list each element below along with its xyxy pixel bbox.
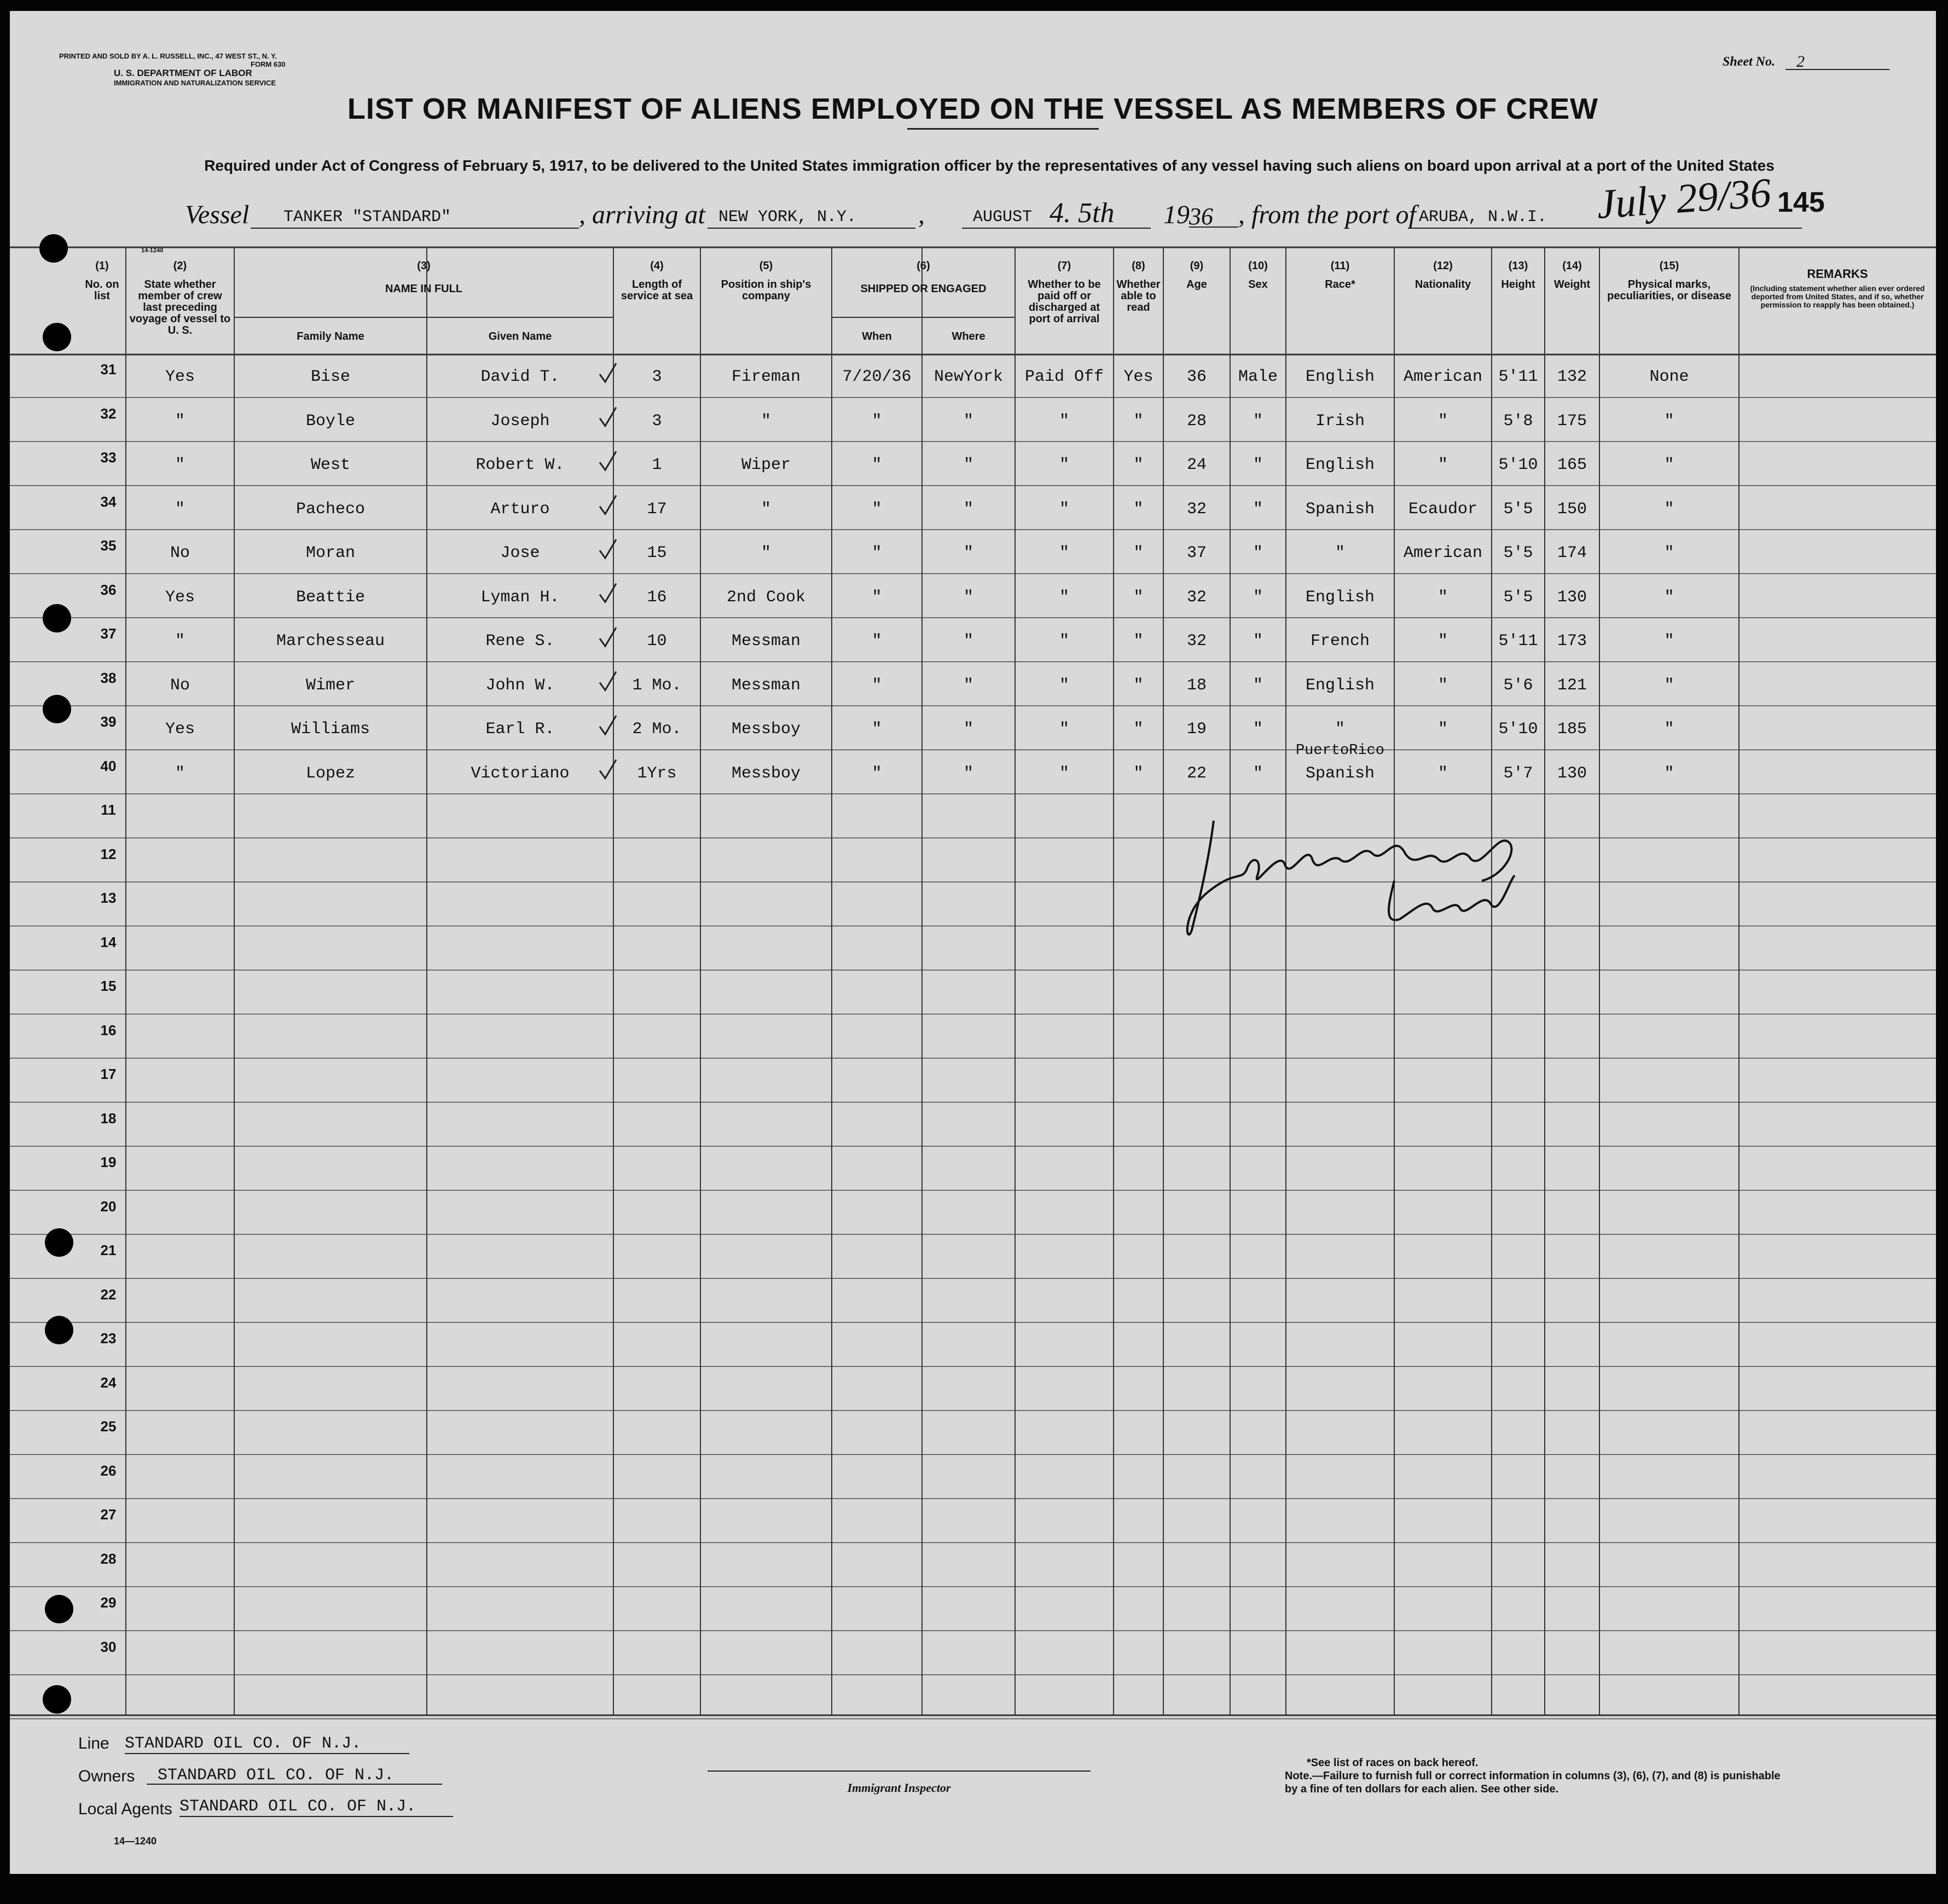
column-number: (7) [1057, 260, 1071, 272]
column-subheader: Family Name [297, 330, 364, 343]
cell-weight: 121 [1557, 676, 1587, 695]
cell-when: 7/20/36 [842, 368, 912, 386]
cell-read: Yes [1123, 368, 1153, 386]
cell-position: Fireman [731, 368, 801, 386]
column-header-16: REMARKS [1807, 267, 1868, 281]
column-header-14: Weight [1553, 278, 1591, 291]
cell-service: 17 [647, 500, 667, 519]
column-subheader: Where [952, 330, 985, 343]
cell-when: " [872, 500, 882, 519]
cell-read: " [1133, 500, 1144, 519]
cell-given: Jose [500, 544, 540, 562]
column-header-2: State whether member of crew last preceding voyage of vessel to U. S. [129, 278, 231, 336]
cell-service: 1 [652, 456, 662, 474]
remarks-instructions: (Including statement whether alien ever ordered deported from United States, and if so, whether permission to reapply has been obtained.) [1750, 284, 1925, 309]
cell-weight: 130 [1557, 588, 1587, 607]
cell-paid: " [1059, 411, 1069, 431]
row-number: 27 [100, 1506, 117, 1523]
row-number: 26 [100, 1462, 117, 1479]
column-header-4: Length of service at sea [621, 278, 693, 302]
column-header-10: Sex [1248, 278, 1268, 291]
binder-hole [45, 1316, 73, 1344]
row-number: 37 [100, 625, 117, 642]
cell-paid: " [1059, 720, 1069, 739]
row-number: 14 [100, 933, 117, 950]
binder-hole [43, 695, 71, 723]
cell-race: Irish [1315, 411, 1365, 431]
cell-family: Lopez [305, 764, 355, 783]
cell-family: Wimer [305, 676, 355, 695]
vessel-label: Vessel [185, 200, 250, 229]
row-number: 32 [100, 405, 117, 422]
row-number: 28 [100, 1550, 117, 1567]
cell-where: " [963, 720, 973, 739]
cell-height: 5'6 [1503, 676, 1533, 695]
column-header-5: Position in ship's company [721, 278, 811, 302]
cell-when: " [872, 676, 882, 695]
cell-nationality: " [1437, 764, 1448, 783]
owners-label: Owners [78, 1767, 135, 1785]
row-number: 12 [100, 845, 117, 862]
cell-given: Joseph [490, 411, 550, 431]
cell-race: English [1305, 456, 1375, 474]
local-agents-value: STANDARD OIL CO. OF N.J. [179, 1797, 453, 1817]
cell-marks: " [1664, 500, 1674, 519]
local-agents-label: Local Agents [78, 1800, 172, 1818]
inspector-label: Immigrant Inspector [847, 1781, 951, 1795]
cell-service: 15 [647, 544, 667, 562]
cell-marks: " [1664, 720, 1674, 739]
row-number: 39 [100, 713, 117, 730]
row-number: 15 [100, 978, 117, 994]
cell-paid: " [1059, 500, 1069, 519]
arrival-port: NEW YORK, N.Y. [708, 208, 915, 229]
column-number: (8) [1132, 260, 1145, 272]
cell-age: 32 [1186, 588, 1207, 607]
cell-height: 5'11 [1498, 368, 1538, 386]
cell-sex: " [1253, 720, 1263, 739]
cell-position: Wiper [741, 456, 791, 474]
cell-weight: 185 [1557, 720, 1587, 739]
cell-age: 32 [1186, 500, 1207, 519]
cell-sex: " [1253, 456, 1263, 474]
cell-given: Victoriano [471, 764, 570, 783]
cell-service: 10 [647, 632, 667, 651]
column-header-11: Race* [1325, 278, 1355, 291]
arrival-year: 36 [1189, 202, 1238, 228]
cell-nationality: " [1437, 411, 1448, 431]
cell-race: English [1305, 588, 1375, 607]
page-title: LIST OR MANIFEST OF ALIENS EMPLOYED ON THE VESSEL AS MEMBERS OF CREW [347, 92, 1599, 125]
column-number: (14) [1562, 260, 1582, 272]
row-number: 36 [100, 581, 117, 598]
cell-paid: " [1059, 456, 1069, 474]
column-number: (13) [1508, 260, 1528, 272]
cell-age: 37 [1186, 544, 1207, 562]
cell-when: " [872, 632, 882, 651]
cell-position: Messman [731, 632, 801, 651]
arriving-label: , arriving at [579, 200, 705, 229]
row-number: 19 [100, 1154, 117, 1170]
year-prefix: 19 [1163, 200, 1190, 229]
cell-read: " [1133, 764, 1144, 783]
row-number: 29 [100, 1594, 117, 1611]
cell-position: Messman [731, 676, 801, 695]
sheet-label: Sheet No. [1723, 55, 1775, 69]
cell-read: " [1133, 720, 1144, 739]
column-number: (11) [1330, 260, 1350, 272]
cell-height: 5'5 [1503, 544, 1533, 562]
row-number: 18 [100, 1110, 117, 1127]
inspector-signature [1175, 799, 1558, 947]
row-number: 25 [100, 1418, 117, 1435]
binder-hole [43, 604, 71, 632]
row-number: 40 [100, 757, 117, 774]
cell-sex: " [1253, 588, 1263, 607]
column-number: (5) [759, 260, 773, 272]
row-number: 35 [100, 537, 117, 554]
cell-sex: " [1253, 632, 1263, 651]
column-header-8: Whether able to read [1116, 278, 1161, 314]
row-number: 11 [101, 802, 116, 818]
cell-when: " [872, 764, 882, 783]
column-number: (10) [1248, 260, 1268, 272]
inspector-signature-line [708, 1771, 1091, 1772]
cell-when: " [872, 544, 882, 562]
cell-where: " [963, 764, 973, 783]
cell-nationality: " [1437, 676, 1448, 695]
cell-read: " [1133, 544, 1144, 562]
column-number: (4) [650, 260, 664, 272]
column-number: (6) [917, 260, 930, 272]
cell-prev: " [175, 500, 185, 519]
cell-race: Spanish [1305, 764, 1375, 783]
cell-marks: None [1649, 368, 1689, 386]
column-header-7: Whether to be paid off or discharged at port of arrival [1028, 278, 1101, 325]
cell-race: " [1335, 720, 1345, 739]
cell-age: 28 [1186, 411, 1207, 431]
cell-age: 32 [1186, 632, 1207, 651]
cell-age: 22 [1186, 764, 1207, 783]
cell-when: " [872, 456, 882, 474]
cell-marks: " [1664, 456, 1674, 474]
binder-hole [43, 1685, 71, 1714]
requirement-text: Required under Act of Congress of February 5, 1917, to be delivered to the United States immigration officer by the representatives of any vessel having such aliens on board upon arrival at a port of the United States [204, 157, 1775, 174]
vessel-name: TANKER "STANDARD" [251, 208, 579, 229]
line-value: STANDARD OIL CO. OF N.J. [125, 1734, 409, 1754]
cell-when: " [872, 720, 882, 739]
binder-hole [45, 1595, 73, 1623]
cell-paid: " [1059, 676, 1069, 695]
cell-weight: 173 [1557, 632, 1587, 651]
column-number: (9) [1190, 260, 1204, 272]
cell-race: English [1305, 676, 1375, 695]
cell-marks: " [1664, 764, 1674, 783]
cell-sex: " [1253, 544, 1263, 562]
cell-where: " [963, 544, 973, 562]
column-header-15: Physical marks, peculiarities, or disease [1607, 278, 1731, 302]
cell-prev: " [175, 411, 185, 431]
cell-weight: 132 [1557, 368, 1587, 386]
cell-sex: Male [1238, 368, 1278, 386]
cell-read: " [1133, 588, 1144, 607]
cell-height: 5'5 [1503, 588, 1533, 607]
cell-where: " [963, 500, 973, 519]
cell-paid: " [1059, 588, 1069, 607]
cell-read: " [1133, 411, 1144, 431]
races-note: *See list of races on back hereof. [1307, 1757, 1479, 1769]
cell-marks: " [1664, 411, 1674, 431]
column-header-12: Nationality [1414, 278, 1471, 291]
cell-prev: " [175, 456, 185, 474]
comma-separator: , [918, 200, 925, 229]
cell-height: 5'8 [1503, 411, 1533, 431]
row-number: 20 [100, 1198, 117, 1215]
cell-family: Beattie [295, 588, 366, 607]
column-number: (15) [1659, 260, 1679, 272]
cell-race: Spanish [1305, 500, 1375, 519]
row-number: 13 [100, 890, 117, 906]
cell-nationality: " [1437, 588, 1448, 607]
row-number: 34 [100, 493, 117, 510]
row-number: 38 [100, 669, 117, 686]
cell-prev: No [170, 676, 190, 695]
cell-family: Williams [291, 720, 370, 739]
sheet-number: 2 [1785, 53, 1889, 70]
cell-service: 1 Mo. [632, 676, 682, 695]
cell-given: Earl R. [485, 720, 555, 739]
line-label: Line [78, 1734, 109, 1752]
cell-nationality: American [1403, 368, 1483, 386]
owners-value: STANDARD OIL CO. OF N.J. [147, 1766, 442, 1785]
cell-weight: 165 [1557, 456, 1587, 474]
cell-given: John W. [485, 676, 555, 695]
cell-family: Pacheco [295, 500, 366, 519]
cell-position: Messboy [731, 720, 801, 739]
cell-position: " [761, 544, 771, 562]
arrival-day: 4. 5th [1050, 198, 1115, 229]
origin-port: ARUBA, N.W.I. [1408, 208, 1802, 229]
cell-service: 1Yrs [637, 764, 677, 783]
cell-paid: " [1059, 632, 1069, 651]
cell-family: Boyle [305, 411, 355, 431]
cell-prev: Yes [165, 588, 195, 607]
cell-prev: No [170, 544, 190, 562]
cell-service: 3 [652, 411, 662, 431]
row-number: 33 [100, 449, 117, 466]
column-number: (1) [95, 260, 109, 272]
department-label: U. S. DEPARTMENT OF LABOR [114, 68, 252, 78]
cell-family: Moran [305, 544, 355, 562]
cell-position: 2nd Cook [726, 588, 806, 607]
cell-height: 5'11 [1498, 632, 1538, 651]
column-number: (2) [173, 260, 187, 272]
cell-nationality: " [1437, 456, 1448, 474]
page-code: 145 [1777, 187, 1825, 218]
cell-nationality: " [1437, 720, 1448, 739]
cell-given: David T. [480, 368, 560, 386]
column-header-3: NAME IN FULL [385, 283, 463, 295]
cell-height: 5'5 [1503, 500, 1533, 519]
column-header-1: No. on list [85, 278, 119, 302]
cell-race: English [1305, 368, 1375, 386]
cell-service: 2 Mo. [632, 720, 682, 739]
cell-sex: " [1253, 676, 1263, 695]
manifest-sheet [10, 11, 1936, 1874]
cell-race: " [1335, 544, 1345, 562]
printer-line: PRINTED AND SOLD BY A. L. RUSSELL, INC., 47 WEST ST., N. Y. [59, 52, 277, 60]
cell-position: Messboy [731, 764, 801, 783]
form-code-small: 14-1240 [141, 247, 164, 254]
cell-weight: 130 [1557, 764, 1587, 783]
penalty-note: Note.—Failure to furnish full or correct information in columns (3), (6), (7), and (8) is punishable by a fine of ten dollars for each alien. See other side. [1285, 1770, 1781, 1795]
cell-where: NewYork [934, 368, 1004, 386]
service-label: IMMIGRATION AND NATURALIZATION SERVICE [114, 79, 276, 87]
cell-nationality: Ecaudor [1408, 500, 1478, 519]
cell-given: Lyman H. [480, 588, 560, 607]
binder-hole [43, 323, 71, 351]
row-number: 21 [100, 1242, 117, 1258]
form-number: FORM 630 [251, 60, 286, 68]
row-number: 31 [100, 361, 117, 378]
cell-read: " [1133, 676, 1144, 695]
cell-marks: " [1664, 632, 1674, 651]
row-number: 17 [100, 1066, 117, 1082]
cell-prev: " [175, 764, 185, 783]
column-header-13: Height [1501, 278, 1535, 291]
cell-family: West [310, 456, 350, 474]
cell-marks: " [1664, 676, 1674, 695]
footer-form-code: 14—1240 [114, 1836, 157, 1847]
cell-weight: 150 [1557, 500, 1587, 519]
cell-family: Marchesseau [276, 632, 385, 651]
cell-paid: " [1059, 764, 1069, 783]
cell-prev: Yes [165, 720, 195, 739]
binder-hole [45, 1228, 73, 1257]
cell-service: 16 [647, 588, 667, 607]
cell-sex: " [1253, 411, 1263, 431]
cell-where: " [963, 632, 973, 651]
cell-nationality: American [1403, 544, 1483, 562]
column-number: (12) [1433, 260, 1453, 272]
cell-given: Arturo [490, 500, 550, 519]
cell-age: 18 [1186, 676, 1207, 695]
cell-where: " [963, 456, 973, 474]
cell-nationality: " [1437, 632, 1448, 651]
cell-when: " [872, 411, 882, 431]
cell-age: 19 [1186, 720, 1207, 739]
row-number: 24 [100, 1374, 117, 1391]
cell-height: 5'7 [1503, 764, 1533, 783]
cell-sex: " [1253, 500, 1263, 519]
cell-where: " [963, 411, 973, 431]
column-header-6: SHIPPED OR ENGAGED [860, 283, 987, 295]
cell-height: 5'10 [1498, 720, 1538, 739]
column-subheader: When [862, 330, 892, 343]
arrival-month: AUGUST [962, 208, 1151, 229]
cell-given: Robert W. [476, 456, 565, 474]
cell-prev: Yes [165, 368, 195, 386]
cell-marks: " [1664, 588, 1674, 607]
cell-where: " [963, 588, 973, 607]
binder-hole [39, 234, 68, 263]
column-subheader: Given Name [488, 330, 552, 343]
cell-marks: " [1664, 544, 1674, 562]
row-number: 22 [100, 1286, 117, 1303]
row-number: 30 [100, 1638, 117, 1655]
cell-weight: 175 [1557, 411, 1587, 431]
column-number: (3) [417, 260, 431, 272]
cell-weight: 174 [1557, 544, 1587, 562]
column-header-9: Age [1186, 278, 1207, 291]
cell-age: 24 [1186, 456, 1207, 474]
handwritten-date: July 29/36 [1595, 169, 1773, 228]
cell-family: Bise [310, 368, 350, 386]
row-number: 23 [100, 1330, 117, 1346]
cell-race-note: PuertoRico [1295, 742, 1385, 759]
cell-sex: " [1253, 764, 1263, 783]
cell-position: " [761, 500, 771, 519]
from-label: , from the port of [1238, 200, 1416, 229]
cell-age: 36 [1186, 368, 1207, 386]
row-number: 16 [100, 1021, 117, 1038]
cell-height: 5'10 [1498, 456, 1538, 474]
cell-race: French [1310, 632, 1370, 651]
cell-given: Rene S. [485, 632, 555, 651]
cell-paid: " [1059, 544, 1069, 562]
cell-where: " [963, 676, 973, 695]
cell-prev: " [175, 632, 185, 651]
cell-when: " [872, 588, 882, 607]
cell-position: " [761, 411, 771, 431]
cell-read: " [1133, 632, 1144, 651]
cell-service: 3 [652, 368, 662, 386]
cell-paid: Paid Off [1024, 368, 1104, 386]
cell-read: " [1133, 456, 1144, 474]
